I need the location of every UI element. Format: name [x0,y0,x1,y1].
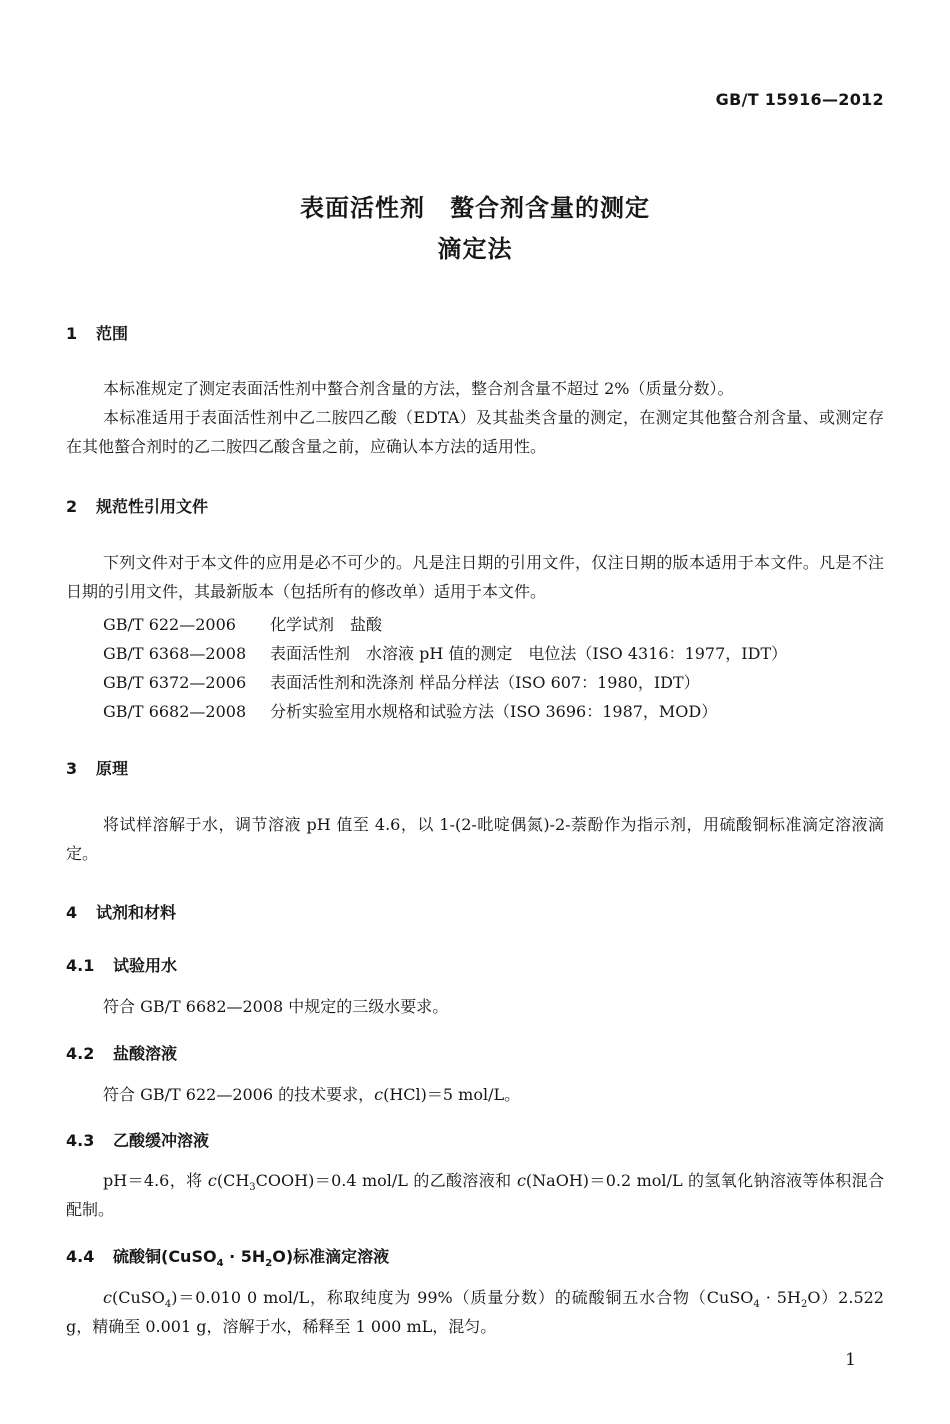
section-number: 1 [66,324,78,343]
scope-paragraph-2: 本标准适用于表面活性剂中乙二胺四乙酸（EDTA）及其盐类含量的测定，在测定其他螯合剂含量、或测定存在其他螯合剂时的乙二胺四乙酸含量之前，应确认本方法的适用性。 [66,408,884,456]
section-number: 2 [66,497,78,516]
concentration-symbol: c [516,1171,526,1190]
reference-item [103,699,717,722]
document-subtitle: 滴定法 [437,235,513,263]
subsection-4-4-heading [66,1244,390,1270]
page-number: 1 [845,1350,856,1370]
text-run: )＝0.010 0 mol/L，称取纯度为 99%（质量分数）的硫酸铜五水合物（CuSO [171,1288,754,1307]
scope-paragraph-1: 本标准规定了测定表面活性剂中螯合剂含量的方法，整合剂含量不超过 2%（质量分数）。 [103,379,734,398]
reference-title: 表面活性剂和洗涤剂 样品分样法（ISO 607：1980，IDT） [270,673,700,692]
section-2-heading [66,494,208,517]
reference-item [103,670,700,693]
reference-code: GB/T 622—2006 [103,615,236,634]
reference-title: 表面活性剂 水溶液 pH 值的测定 电位法（ISO 4316：1977，IDT） [270,644,788,663]
section-number: 4 [66,903,78,922]
section-title: 规范性引用文件 [96,497,209,516]
principle-paragraph: 将试样溶解于水，调节溶液 pH 值至 4.6，以 1-(2-吡啶偶氮)-2-萘酚作为指示剂，用硫酸铜标准滴定溶液滴定。 [66,815,884,863]
hcl-requirement-text [103,1082,520,1105]
concentration-symbol: c [103,1288,112,1307]
reference-code: GB/T 6682—2008 [103,702,247,721]
copper-sulfate-paragraph [66,1283,884,1341]
section-4-heading [66,900,176,923]
concentration-symbol: c [207,1171,217,1190]
text-run: O）2.522 g，精确至 0.001 g，溶解于水，稀释至 1 000 mL，混匀。 [66,1288,884,1336]
subscript: 3 [249,1182,256,1194]
subsection-4-1-heading [66,953,177,976]
text-run: (CH [216,1171,250,1190]
subsection-4-2-heading [66,1041,177,1064]
subsection-title: 乙酸缓冲溶液 [113,1131,210,1150]
subsection-title: 盐酸溶液 [113,1044,178,1063]
section-3-heading [66,756,128,779]
subscript: 2 [800,1299,808,1311]
subscript: 4 [753,1299,760,1311]
text-run: (CuSO [111,1288,165,1307]
references-intro-paragraph: 下列文件对于本文件的应用是必不可少的。凡是注日期的引用文件，仅注日期的版本适用于本文件。凡是不注日期的引用文件，其最新版本（包括所有的修改单）适用于本文件。 [66,553,884,601]
text-run: COOH)＝0.4 mol/L 的乙酸溶液和 [255,1171,517,1190]
standard-code: GB/T 15916—2012 [715,90,884,109]
subsection-number: 4.3 [66,1131,95,1150]
subsection-title [113,1247,390,1270]
reference-code: GB/T 6368—2008 [103,644,247,663]
text-run: · 5H [759,1288,801,1307]
text-run: (HCl)＝5 mol/L。 [383,1085,521,1104]
subsection-number: 4.4 [66,1247,95,1266]
text-run: O)标准滴定溶液 [272,1247,390,1266]
reference-code: GB/T 6372—2006 [103,673,247,692]
section-1-heading [66,321,128,344]
section-title: 原理 [96,759,129,778]
text-run: pH＝4.6，将 [103,1171,208,1190]
subscript: 2 [265,1258,273,1270]
text-run: 硫酸铜(CuSO [113,1247,217,1266]
reference-title: 化学试剂 盐酸 [270,615,383,634]
section-title: 试剂和材料 [96,903,177,922]
document-title: 表面活性剂 螯合剂含量的测定 [300,194,650,222]
text-run: · 5H [223,1247,266,1266]
subscript: 4 [164,1299,172,1311]
reference-item [103,612,382,635]
subsection-number: 4.1 [66,956,95,975]
concentration-symbol: c [374,1085,384,1104]
subsection-number: 4.2 [66,1044,95,1063]
acetate-buffer-paragraph [66,1166,884,1224]
text-run: (NaOH)＝0.2 mol/L 的氢氧化钠溶液等体积混合配制。 [66,1171,884,1219]
water-requirement-text: 符合 GB/T 6682—2008 中规定的三级水要求。 [103,997,449,1016]
text-run: 符合 GB/T 622—2006 的技术要求， [103,1085,375,1104]
reference-item [103,641,787,664]
subsection-4-3-heading [66,1128,209,1151]
subsection-title: 试验用水 [113,956,178,975]
subscript: 4 [216,1258,224,1270]
reference-title: 分析实验室用水规格和试验方法（ISO 3696：1987，MOD） [270,702,718,721]
section-number: 3 [66,759,78,778]
section-title: 范围 [96,324,129,343]
